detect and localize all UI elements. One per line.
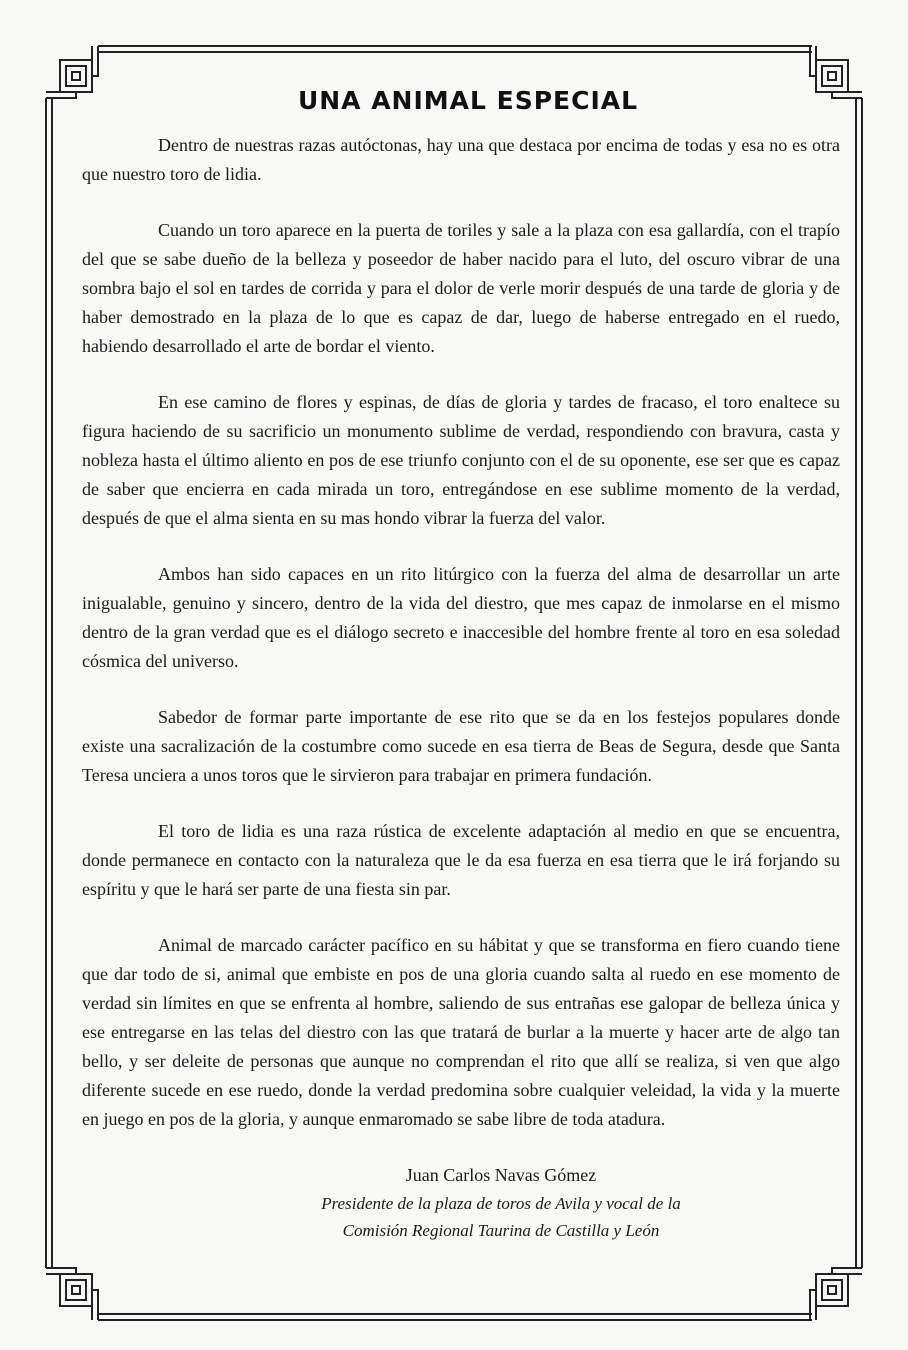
- article-title: UNA ANIMAL ESPECIAL: [297, 86, 639, 115]
- paragraph-5: Sabedor de formar parte importante de ese rito que se da en los festejos populares donde existe una sacralización de la costumbre como sucede en esa tierra de Beas de Segura, desde que Santa Teresa unciera a unos toros que le sirvieron para trabajar en primera fundación.: [82, 707, 840, 785]
- paragraph-7: Animal de marcado carácter pacífico en su hábitat y que se transforma en fiero cuando tiene que dar todo de si, animal que embiste en pos de una gloria cuando salta al ruedo en ese momento de verdad sin límites en que se enfrenta al hombre, saliendo de sus entrañas ese galopar de belleza única y ese entregarse en las telas del diestro con las que tratará de burlar a la muerte y hacer arte de algo tan bello, y ser deleite de personas que aunque no comprendan el rito que allí se realiza, si ven que algo diferente sucede en ese ruedo, donde la verdad predomina sobre cualquier veleidad, la vida y la muerte en juego en pos de la gloria, y aunque enmaromado se sabe libre de toda atadura.: [82, 935, 840, 1129]
- author-name: Juan Carlos Navas Gómez: [405, 1165, 597, 1185]
- paragraph-2: Cuando un toro aparece en la puerta de toriles y sale a la plaza con esa gallardía, con el trapío del que se sabe dueño de la belleza y poseedor de haber nacido para el luto, del oscuro vibrar de una sombra bajo el sol en tardes de corrida y para el dolor de verle morir después de una tarde de gloria y de haber demostrado en la plaza de lo que es capaz de dar, luego de haberse entregado en el ruedo, habiendo desarrollado el arte de bordar el viento.: [82, 220, 840, 356]
- author-role-line-1: Presidente de la plaza de toros de Avila y vocal de la: [321, 1194, 681, 1213]
- paragraph-1: Dentro de nuestras razas autóctonas, hay una que destaca por encima de todas y esa no es otra que nuestro toro de lidia.: [82, 135, 840, 184]
- article: [82, 86, 840, 1244]
- signature-block: [82, 1161, 840, 1244]
- corner-ornament-bottom-right: [810, 1268, 862, 1320]
- corner-ornament-bottom-left: [46, 1268, 98, 1320]
- paragraph-6: El toro de lidia es una raza rústica de excelente adaptación al medio en que se encuentra, donde permanece en contacto con la naturaleza que le da esa fuerza en esa tierra que le irá forjando su espíritu y que le hará ser parte de una fiesta sin par.: [82, 821, 840, 899]
- paragraph-3: En ese camino de flores y espinas, de días de gloria y tardes de fracaso, el toro enaltece su figura haciendo de su sacrificio un monumento sublime de verdad, respondiendo con bravura, casta y nobleza hasta el último aliento en pos de ese triunfo conjunto con el de su oponente, ese ser que es capaz de saber que encierra en cada mirada un toro, entregándose en ese sublime momento de la verdad, después de que el alma sienta en su mas hondo vibrar la fuerza del valor.: [82, 392, 840, 528]
- paragraph-4: Ambos han sido capaces en un rito litúrgico con la fuerza del alma de desarrollar un arte inigualable, genuino y sincero, dentro de la vida del diestro, que mes capaz de inmolarse en el mismo dentro de la gran verdad que es el diálogo secreto e inaccesible del hombre frente al toro en esa soledad cósmica del universo.: [82, 564, 840, 671]
- author-role-line-2: Comisión Regional Taurina de Castilla y León: [342, 1221, 660, 1240]
